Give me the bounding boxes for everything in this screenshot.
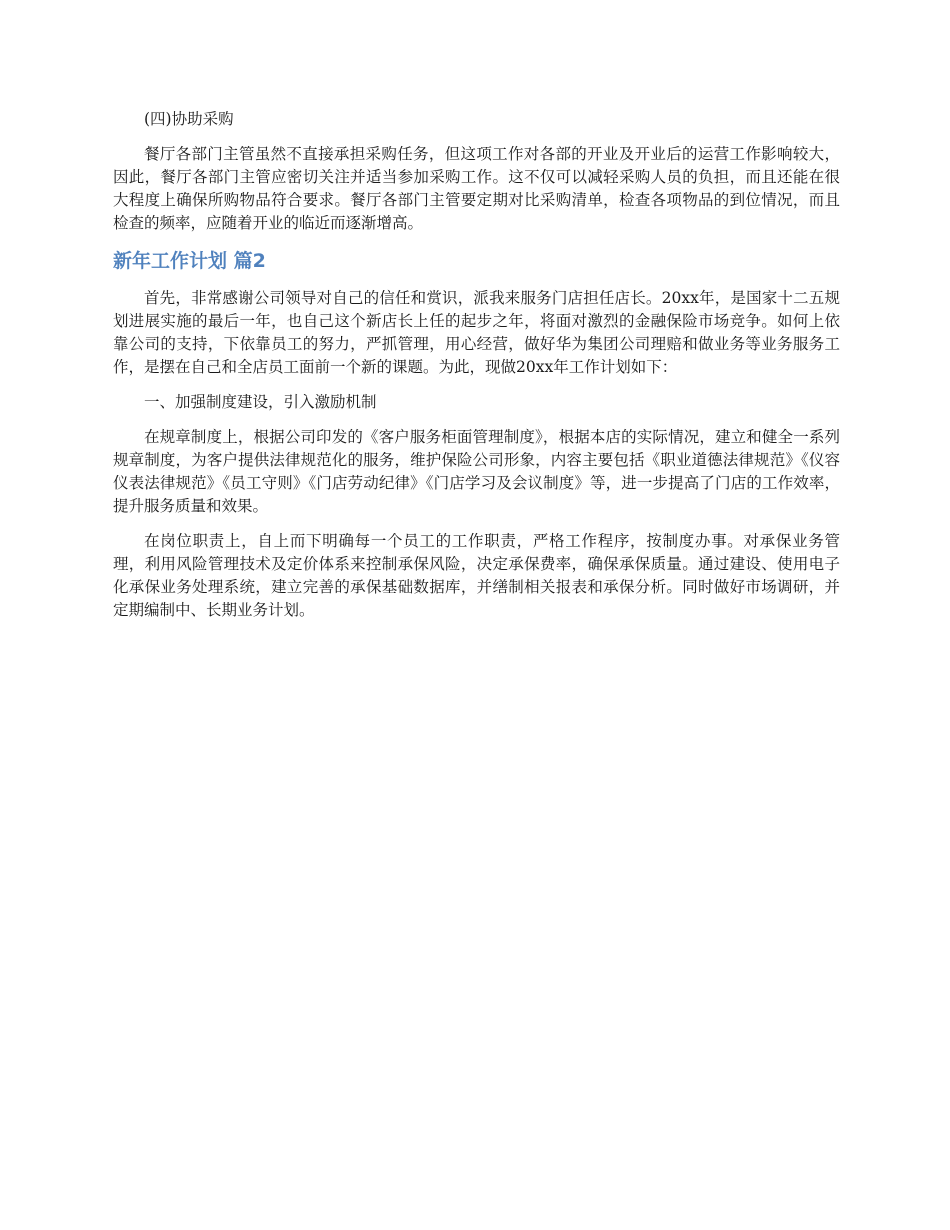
paragraph-job-duties: 在岗位职责上，自上而下明确每一个员工的工作职责，严格工作程序，按制度办事。对承保业务管理，利用风险管理技术及定价体系来控制承保风险，决定承保费率，确保承保质量。通过建设、使用电子化承保业务处理系统，建立完善的承保基础数据库，并缮制相关报表和承保分析。同时做好市场调研，并定期编制中、长期业务计划。 [113, 532, 840, 619]
subsection-heading-assist-purchasing: (四)协助采购 [144, 110, 234, 128]
paragraph-regulations: 在规章制度上，根据公司印发的《客户服务柜面管理制度》，根据本店的实际情况，建立和健全一系列规章制度，为客户提供法律规范化的服务，维护保险公司形象，内容主要包括《职业道德法律规范》《仪容仪表法律规范》《员工守则》《门店劳动纪律》《门店学习及会议制度》等，进一步提高了门店的工作效率，提升服务质量和效果。 [113, 428, 840, 515]
paragraph-purchasing: 餐厅各部门主管虽然不直接承担采购任务，但这项工作对各部的开业及开业后的运营工作影响较大，因此，餐厅各部门主管应密切关注并适当参加采购工作。这不仅可以减轻采购人员的负担，而且还能在很大程度上确保所购物品符合要求。餐厅各部门主管要定期对比采购清单，检查各项物品的到位情况，而且检查的频率，应随着开业的临近而逐渐增高。 [113, 145, 840, 232]
section-title-new-year-plan-2: 新年工作计划 篇2 [113, 250, 266, 272]
subsection-heading-system-building: 一、加强制度建设，引入激励机制 [144, 393, 377, 411]
paragraph-intro: 首先，非常感谢公司领导对自己的信任和赏识，派我来服务门店担任店长。20xx年，是国家十二五规划进展实施的最后一年，也自己这个新店长上任的起步之年，将面对激烈的金融保险市场竞争。如何上依靠公司的支持，下依靠员工的努力，严抓管理，用心经营，做好华为集团公司理赔和做业务等业务服务工作，是摆在自己和全店员工面前一个新的课题。为此，现做20xx年工作计划如下： [113, 289, 840, 376]
document-page [113, 108, 840, 634]
